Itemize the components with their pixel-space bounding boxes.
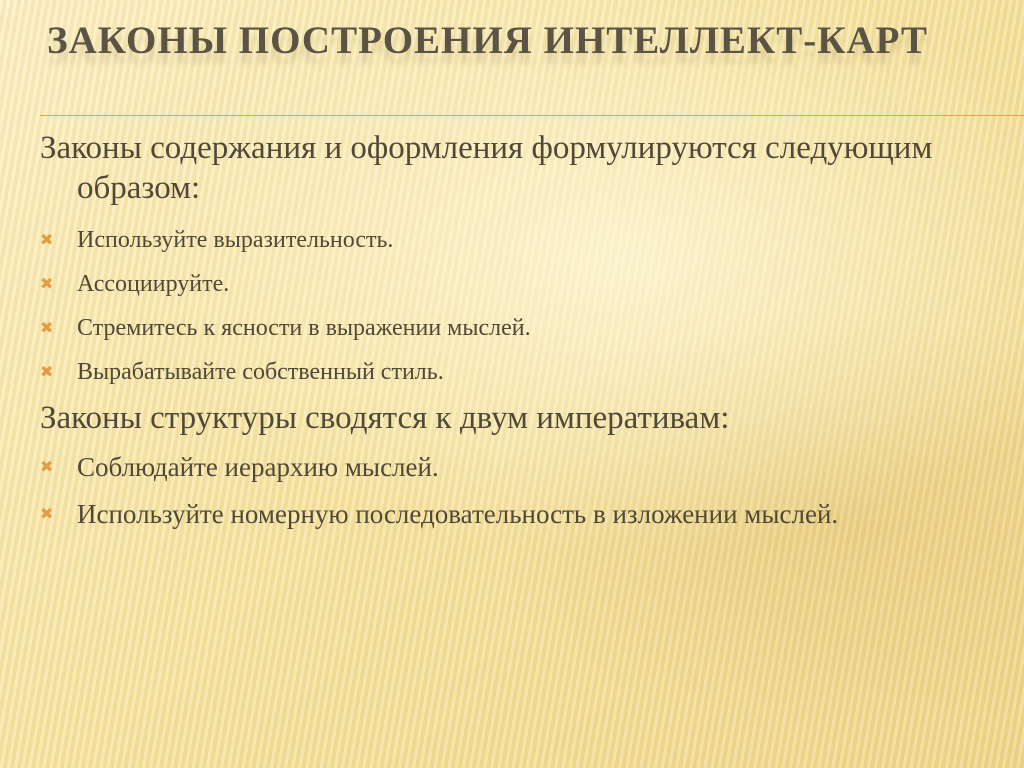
structure-laws-list — [40, 448, 980, 533]
list-item — [40, 350, 980, 394]
cross-bullet-icon: ✖ — [40, 274, 54, 293]
content-laws-list — [40, 218, 980, 394]
slide-body — [40, 128, 980, 542]
list-item — [40, 262, 980, 306]
list-item-text: Соблюдайте иерархию мыслей. — [77, 452, 439, 482]
cross-bullet-icon: ✖ — [40, 504, 54, 523]
cross-bullet-icon: ✖ — [40, 457, 54, 476]
section-heading-structure-laws: Законы структуры сводятся к двум императивам: — [40, 400, 730, 436]
cross-bullet-icon: ✖ — [40, 362, 54, 381]
cross-bullet-icon: ✖ — [40, 230, 54, 249]
list-item — [40, 448, 980, 486]
list-item — [40, 495, 980, 533]
section-heading-content-laws: Законы содержания и оформления формулируются следующим образом: — [40, 130, 933, 206]
list-item-text: Стремитесь к ясности в выражении мыслей. — [77, 315, 531, 341]
list-item-text: Ассоциируйте. — [77, 271, 230, 297]
slide-title: ЗАКОНЫ ПОСТРОЕНИЯ ИНТЕЛЛЕКТ-КАРТ — [47, 19, 928, 62]
list-item — [40, 218, 980, 262]
list-item-text: Вырабатывайте собственный стиль. — [77, 359, 444, 385]
list-item-text: Используйте выразительность. — [77, 227, 394, 253]
title-underline — [40, 115, 1024, 116]
list-item — [40, 306, 980, 350]
list-item-text: Используйте номерную последовательность в изложении мыслей. — [77, 499, 839, 529]
cross-bullet-icon: ✖ — [40, 318, 54, 337]
